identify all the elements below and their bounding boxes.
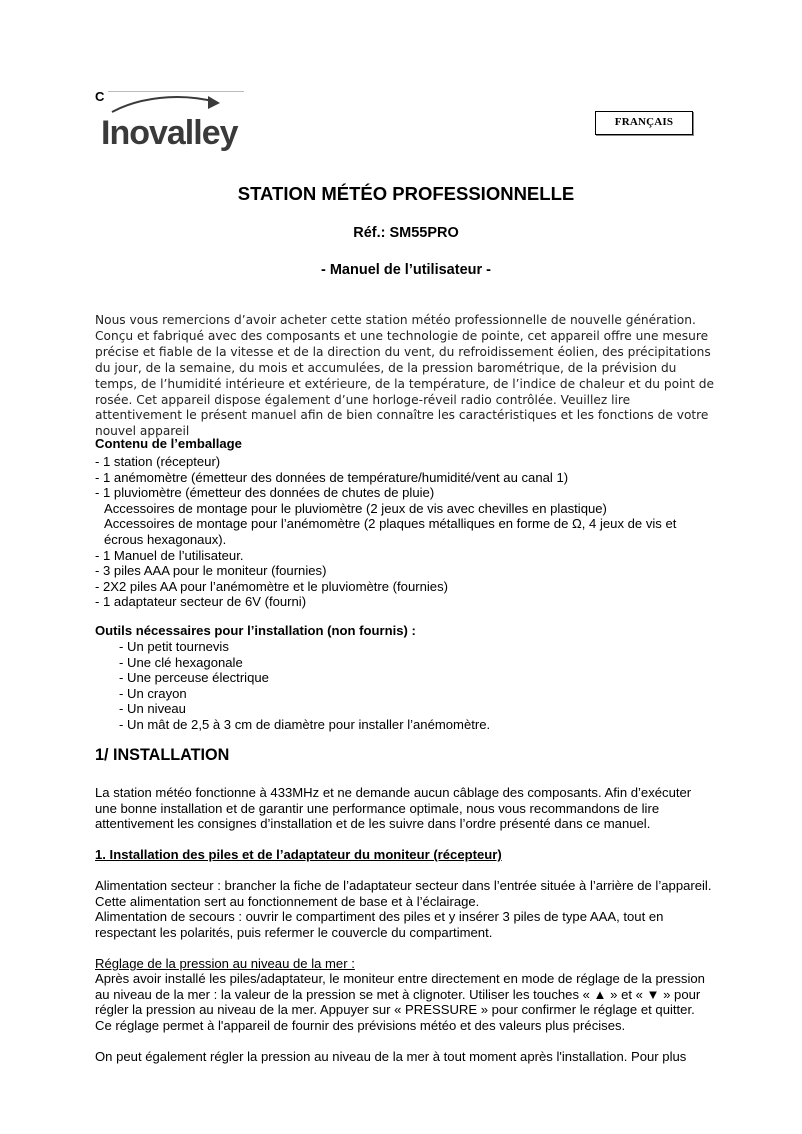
list-item: - 1 anémomètre (émetteur des données de température/humidité/vent au canal 1): [95, 469, 569, 485]
list-item: - Un niveau: [119, 701, 186, 717]
brand-wordmark: Inovalley: [101, 114, 238, 152]
power-paragraph: Alimentation secteur : brancher la fiche de l’adaptateur secteur dans l’entrée située à l’arrière de l’appareil. Cette alimentation sert au fonctionnement de base et à l’éclairage.: [95, 878, 712, 909]
list-item: Accessoires de montage pour le pluviomètre (2 jeux de vis avec chevilles en plastique): [104, 500, 607, 516]
list-item: - Une clé hexagonale: [119, 654, 243, 670]
list-item: - Un mât de 2,5 à 3 cm de diamètre pour installer l’anémomètre.: [119, 716, 491, 732]
list-item: - 1 Manuel de l’utilisateur.: [95, 547, 244, 563]
package-heading: Contenu de l’emballage: [95, 436, 242, 451]
document-title: STATION MÉTÉO PROFESSIONNELLE: [237, 183, 575, 204]
backup-paragraph: Alimentation de secours : ouvrir le compartiment des piles et y insérer 3 piles de type AAA, tout en respectant les polarités, puis refermer le couvercle du compartiment.: [95, 909, 664, 940]
list-item: - Un crayon: [119, 685, 187, 701]
tools-list: [119, 639, 490, 733]
list-item: - 1 adaptateur secteur de 6V (fourni): [95, 594, 307, 610]
list-item: Accessoires de montage pour l’anémomètre (2 plaques métalliques en forme de Ω, 4 jeux de vis et écrous hexagonaux).: [104, 516, 677, 547]
pressure-paragraph-continued: On peut également régler la pression au niveau de la mer à tout moment après l'installation. Pour plus: [95, 1049, 687, 1064]
list-item: - 3 piles AAA pour le moniteur (fournies): [95, 563, 327, 579]
list-item: - 2X2 piles AA pour l’anémomètre et le pluviomètre (fournies): [95, 578, 448, 594]
logo-rule: [108, 91, 244, 92]
package-list: [95, 454, 715, 610]
pressure-paragraph: Après avoir installé les piles/adaptateur, le moniteur entre directement en mode de réglage de la pression au niveau de la mer : la valeur de la pression se met à clignoter. Utiliser les touches « ▲ » et « ▼ » pour régler la pression au niveau de la mer. Appuyer sur « PRESSURE » pour confirmer le réglage et quitter. Ce réglage permet à l'appareil de fournir des prévisions météo et des valeurs plus précises.: [95, 971, 705, 1033]
battery-install-heading: 1. Installation des piles et de l’adaptateur du moniteur (récepteur): [95, 847, 502, 862]
list-item: - Une perceuse électrique: [119, 670, 269, 686]
installation-paragraph: La station météo fonctionne à 433MHz et ne demande aucun câblage des composants. Afin d’exécuter une bonne installation et de garantir une performance optimale, nous vous recommandons de lire attentivement les consignes d’installation et de les suivre dans l’ordre présenté dans ce manuel.: [95, 785, 692, 832]
pressure-heading: Réglage de la pression au niveau de la mer :: [95, 956, 355, 971]
inovalley-logo: [98, 94, 248, 156]
installation-heading: 1/ INSTALLATION: [95, 746, 230, 764]
list-item: - Un petit tournevis: [119, 639, 229, 654]
tools-heading: Outils nécessaires pour l’installation (non fournis) :: [95, 623, 416, 638]
intro-paragraph: Nous vous remercions d’avoir acheter cette station météo professionnelle de nouvelle génération. Conçu et fabriqué avec des composants et une technologie de pointe, cet appareil offre une mesure précise et fiable de la vitesse et de la direction du vent, du refroidissement éolien, des précipitations du jour, de la semaine, du mois et accumulées, de la pression barométrique, de la prévision du temps, de l’humidité intérieure et extérieure, de la température, de l’indice de chaleur et du point de rosée. Cet appareil dispose également d’une horloge-réveil radio contrôlée. Veuillez lire attentivement le présent manuel afin de bien connaître les caractéristiques et les fonctions de votre nouvel appareil: [95, 313, 715, 439]
reference-number: Réf.: SM55PRO: [353, 225, 459, 241]
list-item: - 1 pluviomètre (émetteur des données de chutes de pluie): [95, 485, 435, 501]
manual-subtitle: - Manuel de l’utilisateur -: [321, 262, 491, 278]
language-badge: FRANÇAIS: [595, 111, 693, 135]
corner-mark: C: [95, 89, 105, 104]
list-item: - 1 station (récepteur): [95, 454, 221, 469]
